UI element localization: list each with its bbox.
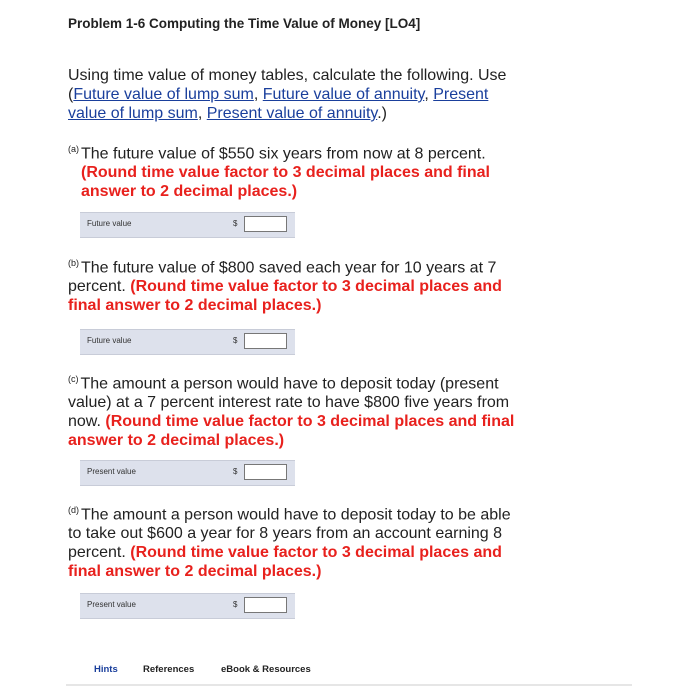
question-b: [68, 254, 528, 315]
question-text: The future value of $800 saved each year for 10 years at 7 percent.: [68, 259, 497, 296]
references-tab[interactable]: References: [143, 664, 195, 675]
question-a: [68, 140, 528, 201]
question-text: The amount a person would have to deposit today to be able to take out $600 a year for 8 years from an account earning 8 percent.: [68, 506, 511, 562]
link-present-value-lump-sum[interactable]: Present value of lump sum: [68, 86, 489, 122]
intro-text: Using time value of money tables, calculate the following. Use (: [68, 67, 507, 103]
present-value-input-d[interactable]: [244, 597, 287, 613]
currency-symbol: $: [233, 467, 238, 476]
problem-title: Problem 1-6 Computing the Time Value of Money [LO4]: [68, 16, 421, 31]
footer-divider: [66, 684, 632, 686]
field-label: Future value: [87, 336, 132, 345]
field-label: Future value: [87, 219, 132, 228]
currency-symbol: $: [233, 219, 238, 228]
answer-row-c: [80, 460, 295, 486]
answer-row-b: [80, 329, 295, 355]
present-value-input-c[interactable]: [244, 464, 287, 480]
field-label: Present value: [87, 467, 136, 476]
future-value-input-b[interactable]: [244, 333, 287, 349]
question-letter: (d): [68, 505, 79, 515]
question-letter: (a): [68, 144, 79, 154]
currency-symbol: $: [233, 336, 238, 345]
question-c: [68, 370, 528, 450]
link-present-value-annuity[interactable]: Present value of annuity: [206, 105, 378, 122]
question-text: The amount a person would have to deposit today (present value) at a 7 percent interest rate to have $800 five years from now.: [68, 375, 510, 431]
rounding-instruction: (Round time value factor to 3 decimal places and final answer to 2 decimal places.): [81, 164, 490, 201]
answer-row-a: [80, 212, 295, 238]
hints-tab[interactable]: Hints: [94, 664, 118, 675]
ebook-resources-tab[interactable]: eBook & Resources: [221, 664, 311, 675]
currency-symbol: $: [233, 600, 238, 609]
future-value-input-a[interactable]: [244, 216, 287, 232]
rounding-instruction: (Round time value factor to 3 decimal places and final answer to 2 decimal places.): [68, 413, 515, 450]
rounding-instruction: (Round time value factor to 3 decimal places and final answer to 2 decimal places.): [68, 544, 502, 581]
rounding-instruction: (Round time value factor to 3 decimal places and final answer to 2 decimal places.): [68, 278, 502, 315]
question-text: The future value of $550 six years from now at 8 percent.: [81, 145, 486, 163]
question-letter: (b): [68, 258, 79, 268]
question-d: [68, 501, 528, 581]
field-label: Present value: [87, 600, 136, 609]
resource-bar: [66, 656, 626, 686]
link-future-value-annuity[interactable]: Future value of annuity: [262, 86, 425, 103]
question-letter: (c): [68, 374, 79, 384]
link-future-value-lump-sum[interactable]: Future value of lump sum: [73, 86, 254, 103]
answer-row-d: [80, 593, 295, 619]
instructions: Using time value of money tables, calculate the following. Use (Future value of lump sum, Future value of annuity, Present value of lump sum, Present value of annuity.): [68, 67, 507, 122]
